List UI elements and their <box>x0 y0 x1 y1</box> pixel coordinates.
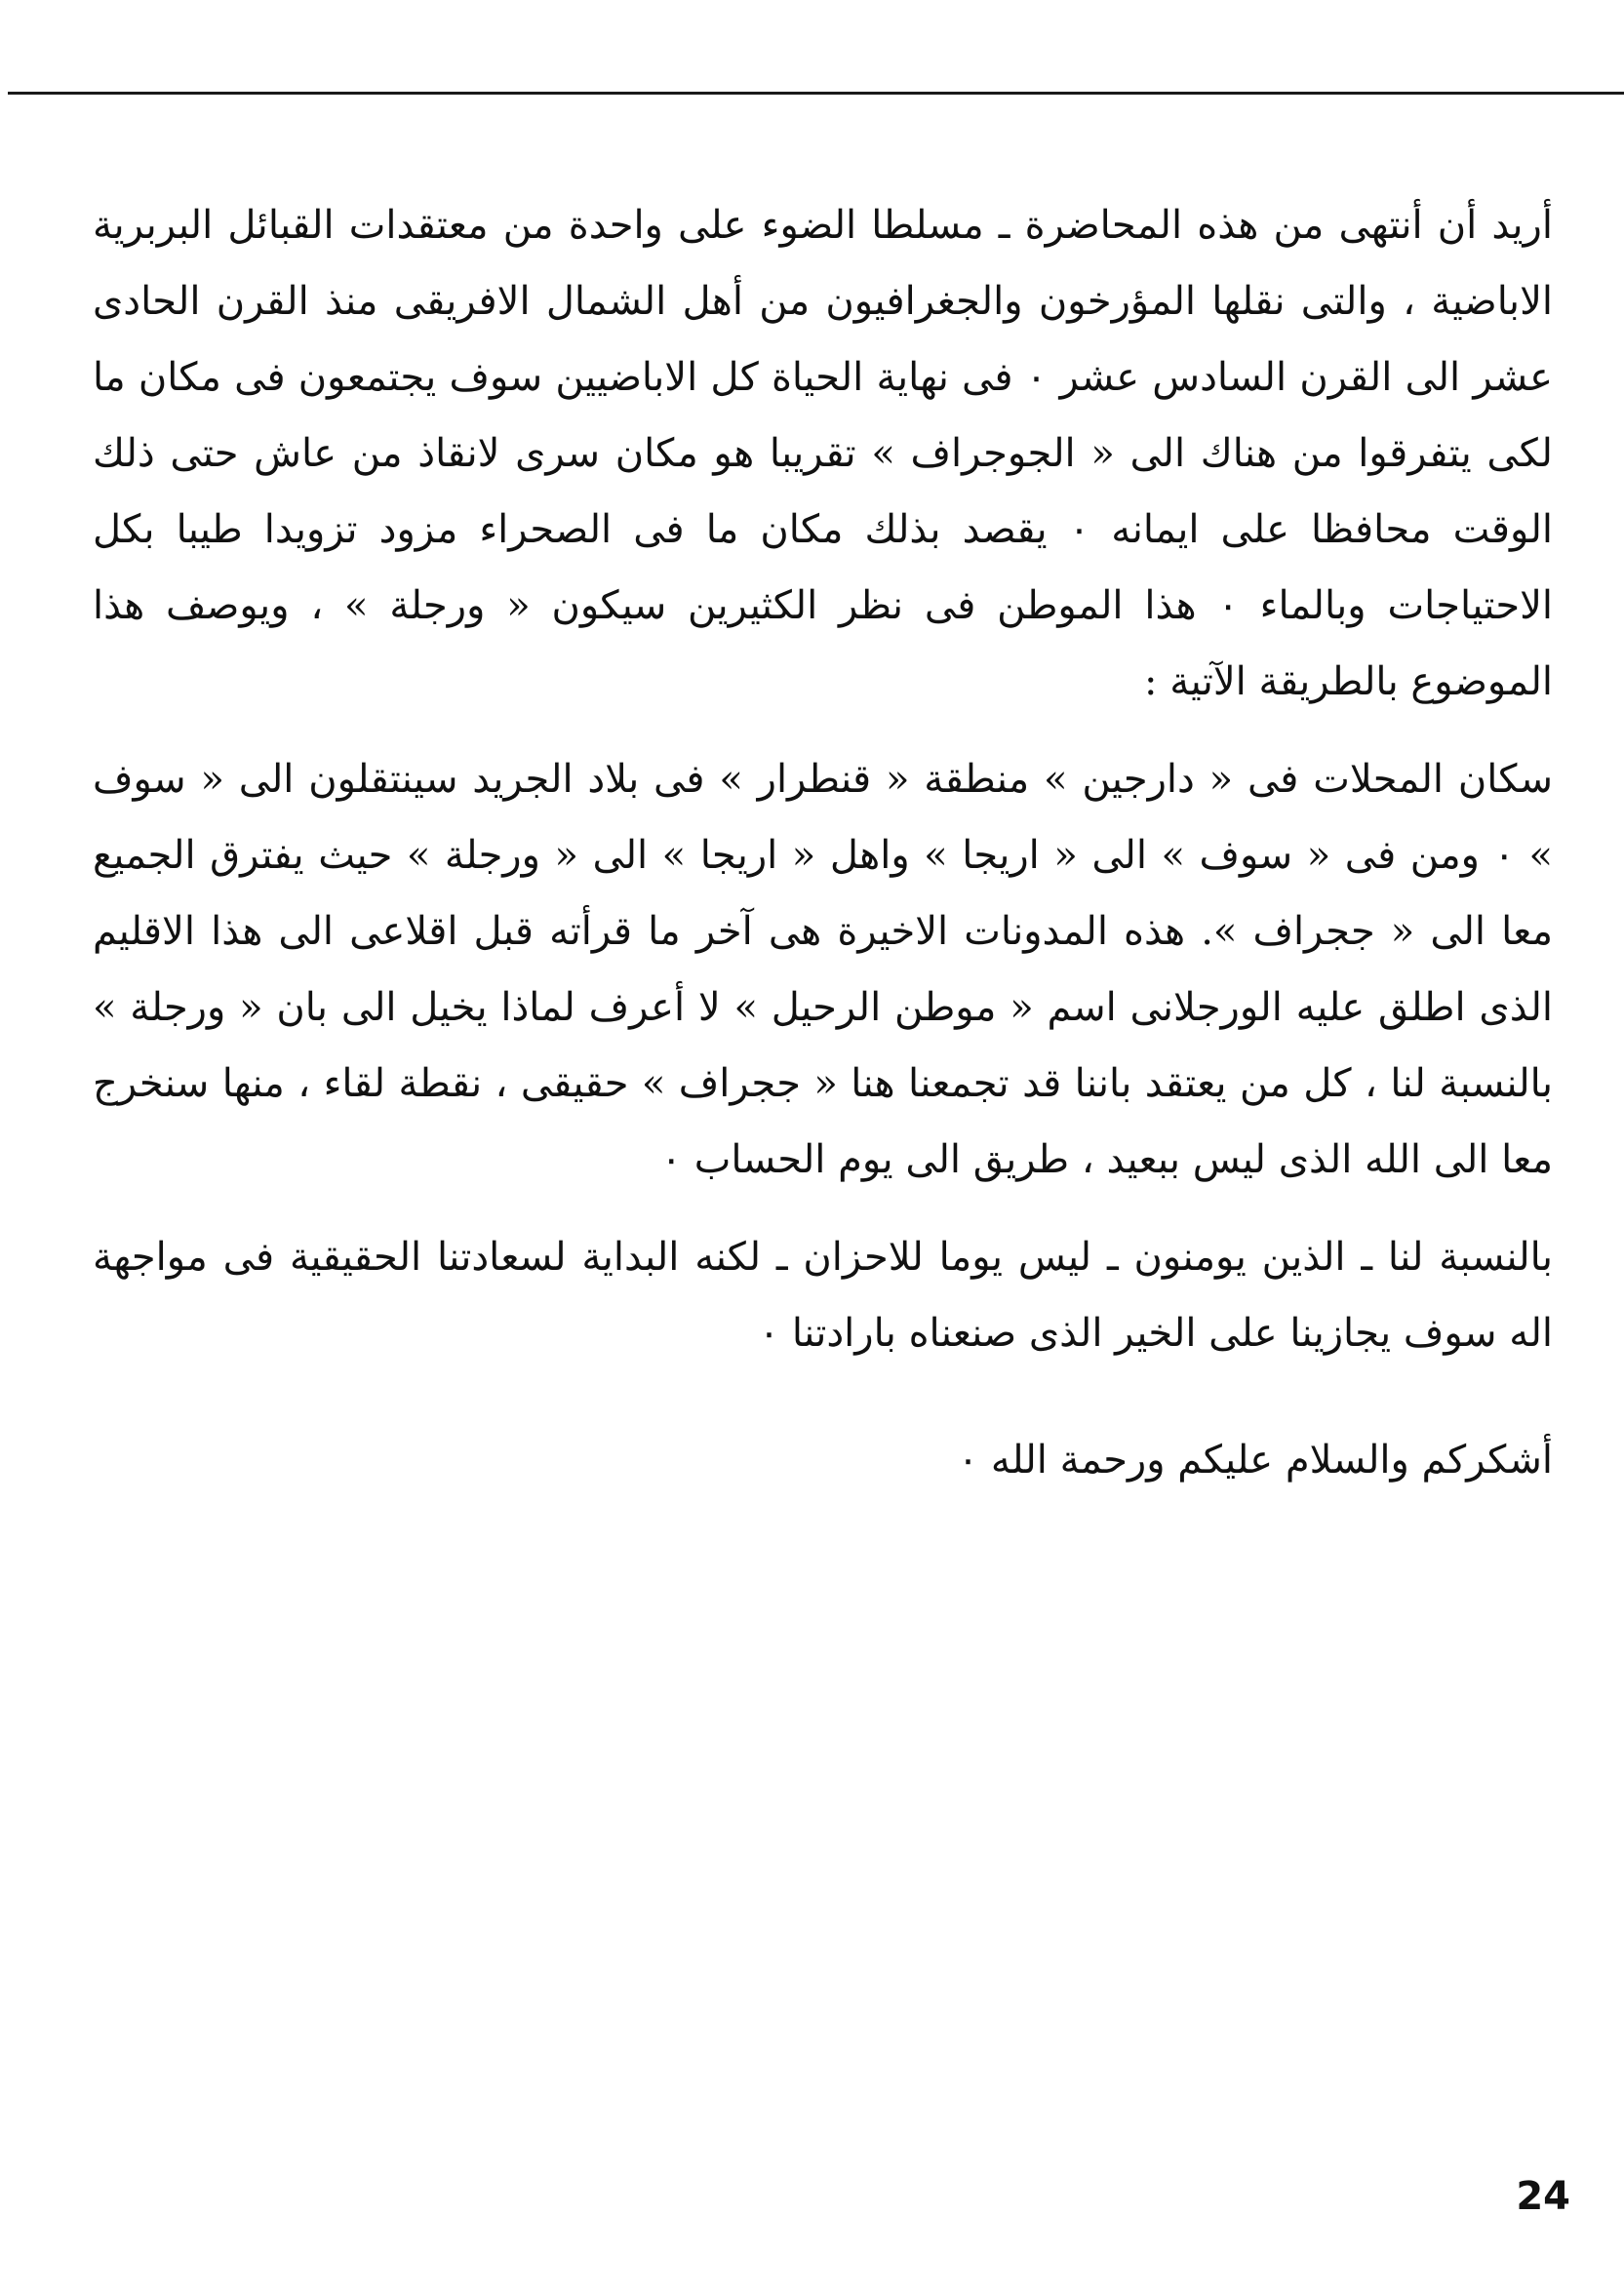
document-body <box>93 187 1553 1498</box>
paragraph-ibadi-belief: أريد أن أنتهى من هذه المحاضرة ـ مسلطا الضوء على واحدة من معتقدات القبائل البربرية الاباضية ، والتى نقلها المؤرخون والجغرافيون من أهل الشمال الافريقى منذ القرن الحادى عشر الى القرن السادس عشر ٠ فى نهاية الحياة كل الاباضيين سوف يجتمعون فى مكان ما لكى يتفرقوا من هناك الى « الجوجراف » تقريبا هو مكان سرى لانقاذ من عاش حتى ذلك الوقت محافظا على ايمانه ٠ يقصد بذلك مكان ما فى الصحراء مزود تزويدا طيبا بكل الاحتياجات وبالماء ٠ هذا الموطن فى نظر الكثيرين سيكون « ورجلة » ، ويوصف هذا الموضوع بالطريقة الآتية : <box>93 203 1554 704</box>
top-horizontal-rule <box>8 92 1624 95</box>
page-number: 24 <box>1516 2174 1570 2219</box>
paragraph-migration-route: سكان المحلات فى « دارجين » منطقة « قنطرار » فى بلاد الجريد سينتقلون الى « سوف » ٠ ومن فى « سوف » الى « اريجا » واهل « اريجا » الى « ورجلة » حيث يفترق الجميع معا الى « ججراف ». هذه المدونات الاخيرة هى آخر ما قرأته قبل اقلاعى الى هذا الاقليم الذى اطلق عليه الورجلانى اسم « موطن الرحيل » لا أعرف لماذا يخيل الى بان « ورجلة » بالنسبة لنا ، كل من يعتقد باننا قد تجمعنا هنا « ججراف » حقيقى ، نقطة لقاء ، منها سنخرج معا الى الله الذى ليس ببعيد ، طريق الى يوم الحساب ٠ <box>93 757 1554 1182</box>
paragraph-believers: بالنسبة لنا ـ الذين يومنون ـ ليس يوما للاحزان ـ لكنه البداية لسعادتنا الحقيقية فى مواجهة اله سوف يجازينا على الخير الذى صنعناه بارادتنا ٠ <box>93 1235 1553 1356</box>
closing-thanks: أشكركم والسلام عليكم ورحمة الله ٠ <box>957 1438 1553 1483</box>
